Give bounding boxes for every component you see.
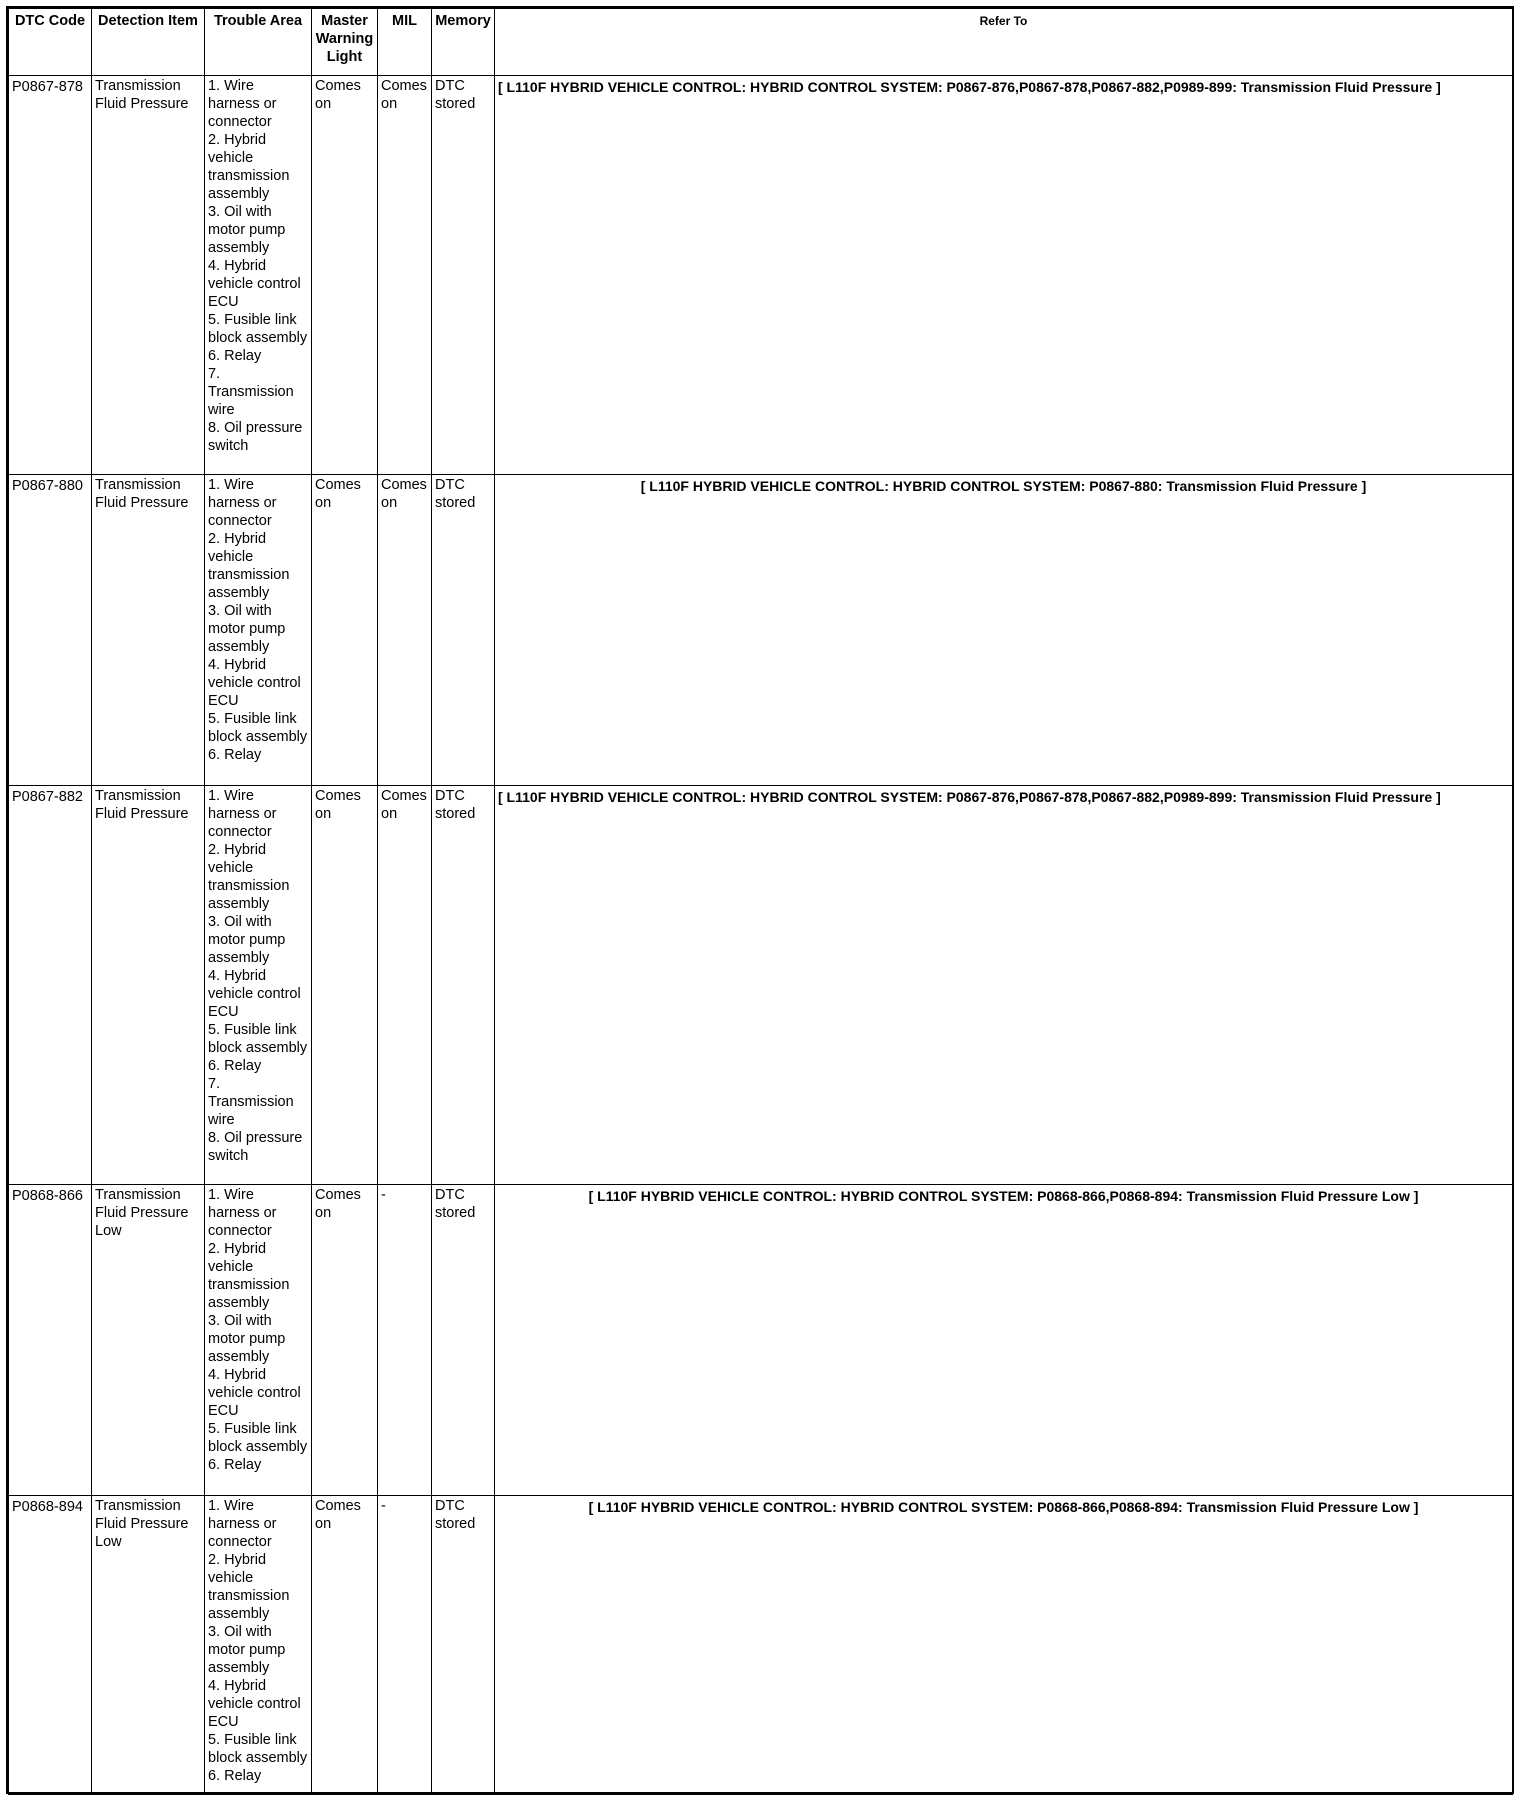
table-row (9, 76, 1513, 475)
trouble-area-item: 3. Oil with motor pump assembly (208, 603, 286, 655)
trouble-area-item: 4. Hybrid vehicle control ECU (208, 1678, 301, 1730)
header-trouble-area: Trouble Area (205, 9, 312, 76)
trouble-area-item: 5. Fusible link block assembly (208, 312, 308, 346)
master-warning-light-cell: Comes on (312, 1185, 378, 1496)
table-row (9, 1496, 1513, 1795)
detection-item-cell: Transmission Fluid Pressure Low (92, 1496, 205, 1795)
trouble-area-item: 8. Oil pressure switch (208, 1130, 303, 1164)
refer-to-link[interactable]: [ L110F HYBRID VEHICLE CONTROL: HYBRID CONTROL SYSTEM: P0867-876,P0867-878,P0867-882,P0989-899: Transmission Fluid Pressure ] (495, 76, 1513, 475)
trouble-area-item: 6. Relay (208, 1768, 262, 1784)
trouble-area-cell (205, 1496, 312, 1795)
dtc-code-cell: P0868-866 (9, 1185, 92, 1496)
dtc-code-cell: P0867-882 (9, 786, 92, 1185)
header-memory: Memory (432, 9, 495, 76)
trouble-area-item: 6. Relay (208, 747, 262, 763)
header-dtc-code: DTC Code (9, 9, 92, 76)
table-header (9, 9, 1513, 76)
trouble-area-item: 3. Oil with motor pump assembly (208, 204, 286, 256)
dtc-code-cell: P0867-878 (9, 76, 92, 475)
trouble-area-item: 1. Wire harness or connector (208, 78, 277, 130)
trouble-area-item: 7. Transmission wire (208, 366, 294, 418)
master-warning-light-cell: Comes on (312, 76, 378, 475)
trouble-area-item: 3. Oil with motor pump assembly (208, 914, 286, 966)
mil-cell: Comes on (378, 786, 432, 1185)
trouble-area-item: 1. Wire harness or connector (208, 1187, 277, 1239)
trouble-area-item: 3. Oil with motor pump assembly (208, 1624, 286, 1676)
trouble-area-item: 3. Oil with motor pump assembly (208, 1313, 286, 1365)
header-mil: MIL (378, 9, 432, 76)
master-warning-light-cell: Comes on (312, 475, 378, 786)
trouble-area-item: 2. Hybrid vehicle transmission assembly (208, 531, 290, 601)
header-detection-item: Detection Item (92, 9, 205, 76)
memory-cell: DTC stored (432, 475, 495, 786)
detection-item-cell: Transmission Fluid Pressure (92, 475, 205, 786)
trouble-area-cell (205, 786, 312, 1185)
trouble-area-item: 2. Hybrid vehicle transmission assembly (208, 1241, 290, 1311)
trouble-area-item: 4. Hybrid vehicle control ECU (208, 968, 301, 1020)
table-row (9, 786, 1513, 1185)
dtc-table (8, 8, 1513, 1795)
trouble-area-item: 2. Hybrid vehicle transmission assembly (208, 132, 290, 202)
refer-to-link[interactable]: [ L110F HYBRID VEHICLE CONTROL: HYBRID CONTROL SYSTEM: P0867-876,P0867-878,P0867-882,P0989-899: Transmission Fluid Pressure ] (495, 786, 1513, 1185)
mil-cell: - (378, 1496, 432, 1795)
trouble-area-item: 4. Hybrid vehicle control ECU (208, 258, 301, 310)
header-master-warning-light: Master Warning Light (312, 9, 378, 76)
trouble-area-item: 1. Wire harness or connector (208, 1498, 277, 1550)
table-row (9, 1185, 1513, 1496)
trouble-area-item: 6. Relay (208, 1457, 262, 1473)
trouble-area-item: 4. Hybrid vehicle control ECU (208, 1367, 301, 1419)
dtc-code-cell: P0867-880 (9, 475, 92, 786)
memory-cell: DTC stored (432, 1185, 495, 1496)
master-warning-light-cell: Comes on (312, 1496, 378, 1795)
trouble-area-item: 1. Wire harness or connector (208, 477, 277, 529)
table-row (9, 475, 1513, 786)
trouble-area-item: 6. Relay (208, 348, 262, 364)
trouble-area-cell (205, 475, 312, 786)
trouble-area-cell (205, 1185, 312, 1496)
refer-to-link[interactable]: [ L110F HYBRID VEHICLE CONTROL: HYBRID CONTROL SYSTEM: P0868-866,P0868-894: Transmission Fluid Pressure Low ] (495, 1496, 1513, 1795)
trouble-area-item: 8. Oil pressure switch (208, 420, 303, 454)
detection-item-cell: Transmission Fluid Pressure (92, 76, 205, 475)
trouble-area-item: 6. Relay (208, 1058, 262, 1074)
trouble-area-item: 2. Hybrid vehicle transmission assembly (208, 1552, 290, 1622)
detection-item-cell: Transmission Fluid Pressure Low (92, 1185, 205, 1496)
header-row (9, 9, 1513, 76)
trouble-area-cell (205, 76, 312, 475)
trouble-area-item: 5. Fusible link block assembly (208, 1022, 308, 1056)
trouble-area-item: 5. Fusible link block assembly (208, 1421, 308, 1455)
dtc-table-sheet (6, 6, 1514, 1794)
refer-to-link[interactable]: [ L110F HYBRID VEHICLE CONTROL: HYBRID CONTROL SYSTEM: P0868-866,P0868-894: Transmission Fluid Pressure Low ] (495, 1185, 1513, 1496)
mil-cell: Comes on (378, 475, 432, 786)
trouble-area-item: 7. Transmission wire (208, 1076, 294, 1128)
mil-cell: Comes on (378, 76, 432, 475)
trouble-area-item: 2. Hybrid vehicle transmission assembly (208, 842, 290, 912)
mil-cell: - (378, 1185, 432, 1496)
memory-cell: DTC stored (432, 786, 495, 1185)
header-refer-to: Refer To (495, 9, 1513, 76)
memory-cell: DTC stored (432, 1496, 495, 1795)
master-warning-light-cell: Comes on (312, 786, 378, 1185)
trouble-area-item: 5. Fusible link block assembly (208, 1732, 308, 1766)
trouble-area-item: 4. Hybrid vehicle control ECU (208, 657, 301, 709)
detection-item-cell: Transmission Fluid Pressure (92, 786, 205, 1185)
dtc-code-cell: P0868-894 (9, 1496, 92, 1795)
trouble-area-item: 1. Wire harness or connector (208, 788, 277, 840)
refer-to-link[interactable]: [ L110F HYBRID VEHICLE CONTROL: HYBRID CONTROL SYSTEM: P0867-880: Transmission Fluid Pressure ] (495, 475, 1513, 786)
memory-cell: DTC stored (432, 76, 495, 475)
trouble-area-item: 5. Fusible link block assembly (208, 711, 308, 745)
